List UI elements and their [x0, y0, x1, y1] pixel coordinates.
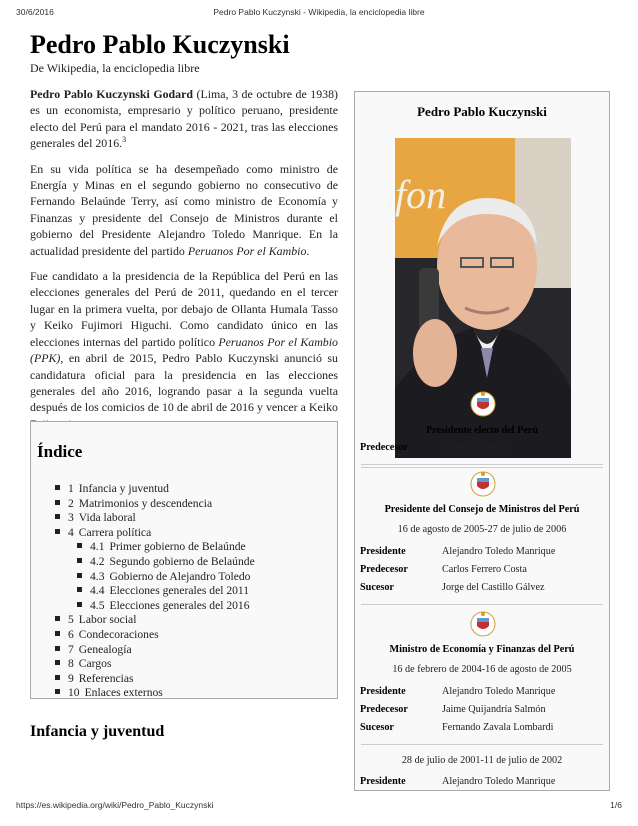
- print-date: 30/6/2016: [16, 7, 54, 17]
- president-link[interactable]: Alejandro Toledo Manrique: [442, 776, 556, 787]
- peru-coat-of-arms-icon: [469, 470, 497, 498]
- infobox-divider: [361, 744, 603, 745]
- infobox-row: Presidente Alejandro Toledo Manrique: [360, 546, 556, 557]
- predecessor-link[interactable]: Carlos Ferrero Costa: [442, 564, 527, 575]
- infobox: [354, 91, 610, 791]
- toc-item[interactable]: 5 Labor social: [55, 613, 255, 628]
- paragraph-intro: [30, 86, 338, 152]
- page-subtitle: De Wikipedia, la enciclopedia libre: [30, 61, 200, 75]
- toc-title: Índice: [37, 442, 83, 461]
- term-dates: 16 de agosto de 2005-27 de julio de 2006: [397, 524, 567, 535]
- toc-subitem[interactable]: 4.5 Elecciones generales del 2016: [77, 599, 255, 614]
- toc-item[interactable]: 9 Referencias: [55, 672, 255, 687]
- infobox-row: Predecesor Carlos Ferrero Costa: [360, 564, 527, 575]
- print-url: https://es.wikipedia.org/wiki/Pedro_Pablo_Kuczynski: [16, 800, 214, 810]
- toc-list: [55, 482, 255, 701]
- toc-item[interactable]: 8 Cargos: [55, 657, 255, 672]
- toc-subitem[interactable]: 4.4 Elecciones generales del 2011: [77, 584, 255, 599]
- infobox-row: Predecesor Ollanta Humala: [360, 442, 507, 453]
- predecessor-link[interactable]: Jaime Quijandría Salmón: [442, 704, 546, 715]
- candidacy-text-a[interactable]: Fue candidato a la presidencia de la República del Perú en las elecciones generales del Perú de 2011, quedando en el tercer lugar en la primera vuelta, por debajo de Ollanta Humala Tasso y Keiko Fujimori Higuchi. Como candidato único en las elecciones internas del partido político: [30, 269, 338, 349]
- term-dates: 28 de julio de 2001-11 de julio de 2002: [401, 755, 563, 766]
- party-link[interactable]: Peruanos Por el Kambio: [187, 243, 307, 258]
- infobox-row: Predecesor Jaime Quijandría Salmón: [360, 704, 546, 715]
- career-text[interactable]: En su vida política se ha desempeñado como ministro de Energía y Minas en el segundo gobierno no consecutivo de Fernando Belaúnde Terry, así como ministro de Economía y Finanzas y presidente del Consejo de Ministros durante el gobierno del Presidente Alejandro Toledo Manrique. En la actualidad presidente del partido: [30, 161, 338, 258]
- toc-sublist: [77, 540, 255, 613]
- page-title: Pedro Pablo Kuczynski: [30, 30, 290, 59]
- successor-link[interactable]: Fernando Zavala Lombardi: [442, 722, 554, 733]
- office-title[interactable]: Ministro de Economía y Finanzas del Perú: [389, 644, 575, 655]
- article-body: [30, 86, 338, 441]
- infobox-divider: [361, 604, 603, 605]
- infobox-divider: [361, 464, 603, 465]
- peru-coat-of-arms-icon: [469, 610, 497, 638]
- table-of-contents: [30, 421, 338, 699]
- infobox-row: Presidente Alejandro Toledo Manrique: [360, 686, 556, 697]
- bold-name: Pedro Pablo Kuczynski Godard: [30, 87, 193, 101]
- background-sign-text: fon: [395, 172, 447, 217]
- paragraph-candidacy: [30, 268, 338, 432]
- section-heading: Infancia y juventud: [30, 723, 165, 740]
- print-page-title: Pedro Pablo Kuczynski - Wikipedia, la enciclopedia libre: [213, 7, 425, 17]
- toc-item[interactable]: 4 Carrera política 4.1 Primer gobierno de Belaúnde 4.2 Segundo gobierno de Belaúnde 4.3 Gobierno de Alejandro Toledo 4.4 Elecciones generales del 2011 4.5 Elecciones generales del 2016: [55, 526, 255, 614]
- toc-item[interactable]: 10 Enlaces externos: [55, 686, 255, 701]
- president-link[interactable]: Alejandro Toledo Manrique: [442, 546, 556, 557]
- intro-text[interactable]: (Lima, 3 de octubre de 1938) es un economista, empresario y político peruano, presidente electo del Perú para el mandato 2016 - 2021, tras las elecciones generales del 2016.: [30, 87, 338, 151]
- candidacy-text-b[interactable]: , en abril de 2015, Pedro Pablo Kuczynski anunció su candidatura oficial para la presidencia en las elecciones generales del año 2016, logrando pasar a la segunda vuelta después de los comicios de 10 de abril de 2016 y vencer a Keiko: [30, 351, 338, 415]
- paragraph-career: [30, 161, 338, 259]
- office-title[interactable]: Presidente del Consejo de Ministros del Perú: [384, 504, 580, 515]
- toc-subitem[interactable]: 4.3 Gobierno de Alejandro Toledo: [77, 570, 255, 585]
- toc-item[interactable]: 6 Condecoraciones: [55, 628, 255, 643]
- print-footer: [16, 800, 622, 814]
- toc-item[interactable]: 7 Genealogía: [55, 643, 255, 658]
- toc-item[interactable]: 3 Vida laboral: [55, 511, 255, 526]
- infobox-title: Pedro Pablo Kuczynski: [417, 104, 547, 119]
- office-title[interactable]: Presidente electo del Perú: [425, 425, 539, 436]
- infobox-row: Sucesor Fernando Zavala Lombardi: [360, 722, 554, 733]
- toc-subitem[interactable]: 4.2 Segundo gobierno de Belaúnde: [77, 555, 255, 570]
- print-header: [16, 7, 622, 21]
- president-link[interactable]: Alejandro Toledo Manrique: [442, 686, 556, 697]
- term-dates: 16 de febrero de 2004-16 de agosto de 2005: [392, 664, 572, 675]
- toc-item[interactable]: 2 Matrimonios y descendencia: [55, 497, 255, 512]
- peru-coat-of-arms-icon: [469, 390, 497, 418]
- print-page-number: 1/6: [610, 800, 622, 810]
- predecessor-link[interactable]: Ollanta Humala: [442, 442, 507, 453]
- toc-item[interactable]: 1 Infancia y juventud: [55, 482, 255, 497]
- infobox-divider: [361, 467, 603, 468]
- toc-subitem[interactable]: 4.1 Primer gobierno de Belaúnde: [77, 540, 255, 555]
- career-end: .: [306, 243, 310, 258]
- infobox-row: Sucesor Jorge del Castillo Gálvez: [360, 582, 545, 593]
- party-ppk-link[interactable]: Peruanos Por el Kambio (PPK): [30, 334, 338, 366]
- reference-link[interactable]: 3: [122, 135, 127, 145]
- successor-link[interactable]: Jorge del Castillo Gálvez: [442, 582, 545, 593]
- infobox-row: Presidente Alejandro Toledo Manrique: [360, 776, 556, 787]
